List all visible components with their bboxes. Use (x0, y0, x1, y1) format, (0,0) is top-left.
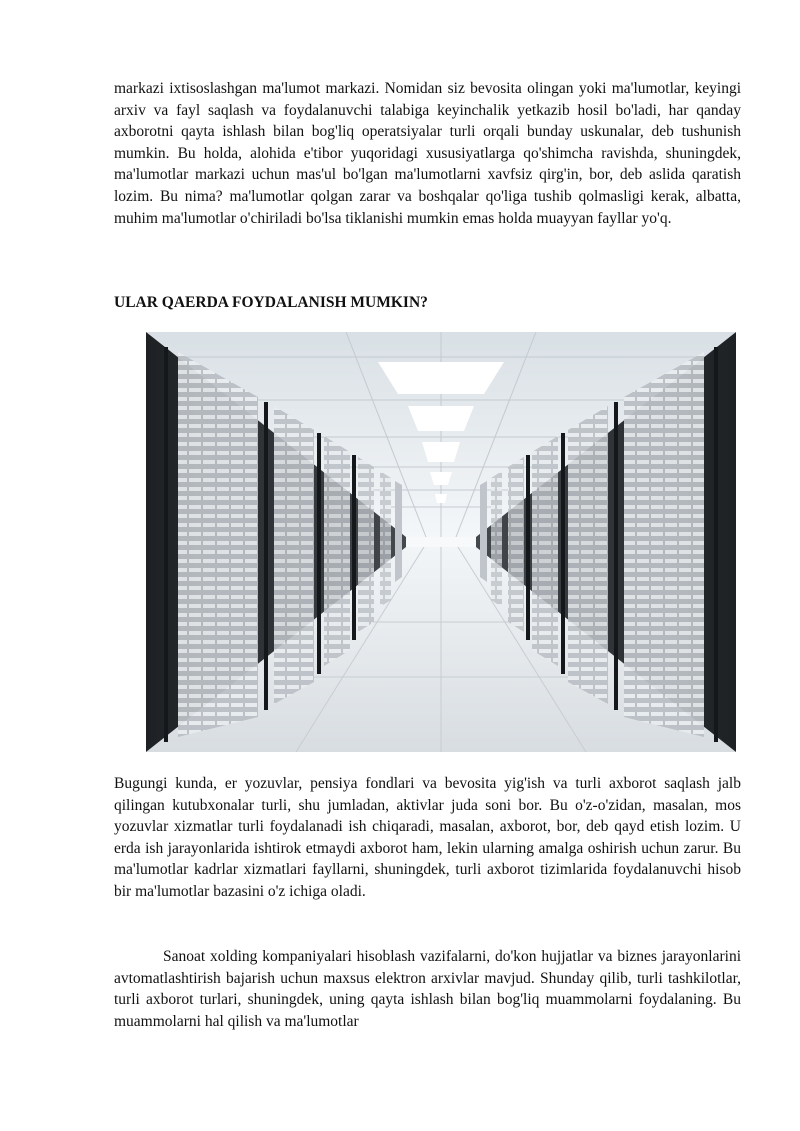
section-heading: ULAR QAERDA FOYDALANISH MUMKIN? (114, 294, 428, 311)
paragraph-industry: Sanoat xolding kompaniyalari hisoblash vazifalarni, do'kon hujjatlar va biznes jarayonlarini avtomatlashtirish bajarish uchun maxsus elektron arxivlar mavjud. Shunday qilib, turli tashkilotlar, turli axborot turlari, shuningdek, uning qayta ishlash bilan bog'liq muammolarni foydalaning. Bu muammolarni hal qilish va ma'lumotlar (114, 948, 741, 1030)
paragraph-intro: markazi ixtisoslashgan ma'lumot markazi. Nomidan siz bevosita olingan yoki ma'lumotlar, keyingi arxiv va fayl saqlash va foydalanuvchi talabiga keyinchalik yetkazib hosil bo'ladi, har qanday axborotni qayta ishlash bilan bog'liq operatsiyalar turli orqali bunday uskunalar, deb tushunish mumkin. Bu holda, alohida e'tibor yuqoridagi xususiyatlarga qo'shimcha ravishda, shuningdek, ma'lumotlar markazi uchun mas'ul bo'lgan ma'lumotlarni xavfsiz qirg'in, bor, deb aslida qaratish lozim. Bu nima? ma'lumotlar qolgan zarar va boshqalar qo'liga tushib qolmasligi kerak, albatta, muhim ma'lumotlar o'chiriladi bo'lsa tiklanishi mumkin emas holda muayyan fayllar yo'q. (114, 80, 741, 227)
paragraph-usage: Bugungi kunda, er yozuvlar, pensiya fondlari va bevosita yig'ish va turli axborot saqlash jalb qilingan kutubxonalar turli, shu jumladan, aktivlar juda soni bor. Bu o'z-o'zidan, masalan, mos yozuvlar xizmatlar turli foydalanadi ish chiqaradi, masalan, axborot, bor, deb qayd etish lozim. U erda ish jarayonlarida ishtirok etmaydi axborot ham, lekin ularning amalga oshirish uchun zarur. Bu ma'lumotlar kadrlar xizmatlari fayllarni, shuningdek, turli axborot tizimlarida foydalanuvchi hisob bir ma'lumotlar bazasini o'z ichiga oladi. (114, 775, 741, 900)
server-room-image (146, 332, 736, 752)
